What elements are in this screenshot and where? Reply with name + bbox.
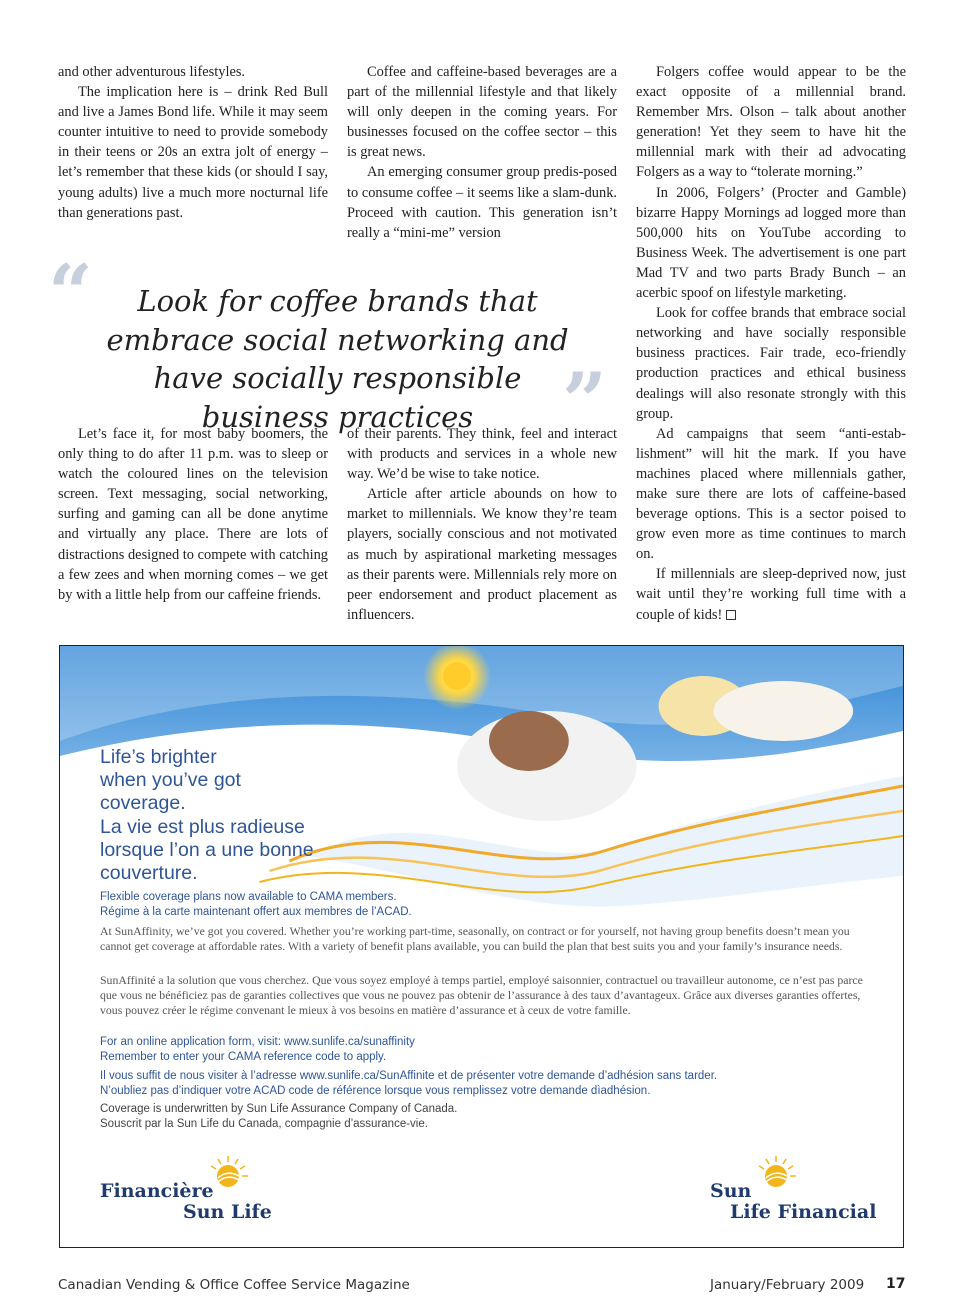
footer-issue-date: January/February 2009 bbox=[710, 1277, 865, 1293]
paragraph: of their parents. They think, feel and interact with products and services in a whole new way. We’d be wise to take notice. bbox=[347, 426, 617, 483]
paragraph: In 2006, Folgers’ (Procter and Gamble) bizarre Happy Mornings ad logged more than 500,000 hits on YouTube according to Business Week. The advertisement is one part Mad TV and two parts Brady Bunch – an acerbic spoof on lifestyle marketing. bbox=[636, 184, 906, 302]
paragraph: The implication here is – drink Red Bull and live a James Bond life. While it may seem counter intuitive to need to provide somebody in their teens or 20s an extra jolt of energy – let’s remember that these kids (or should I say, young adults) live a much more nocturnal life than generations past. bbox=[58, 84, 328, 221]
ad-body-french: SunAffinité a la solution que vous cherchez. Que vous soyez employé à temps partiel, employé saisonnier, contractuel ou travailleur autonome, ce n’est pas parce que vous ne bénéficiez pas de garanties collectives que vous ne pouvez pas obtenir de l’assurance à des taux d’avantageux. Grâce aux diverses garanties offertes, vous pouvez créer le régime convenant le mieux à vos besoins en matière d’assurance et à ceux de votre famille. bbox=[100, 973, 863, 1017]
paragraph: An emerging consumer group predis-posed to consume coffee – it seems like a slam-dunk. Proceed with caution. This generation isn’t really a “mini-me” version bbox=[347, 164, 617, 241]
page-number: 17 bbox=[886, 1276, 906, 1292]
footer-magazine-title: Canadian Vending & Office Coffee Service Magazine bbox=[58, 1277, 410, 1293]
paragraph: Article after article abounds on how to market to millennials. We know they’re team players, socially conscious and not motivated as much by aspirational marketing messages as their parents were. Millennials rely more on peer endorsement and product placement as influencers. bbox=[347, 486, 617, 623]
open-quote-icon: “ bbox=[48, 248, 93, 339]
logo-line: Life Financial bbox=[730, 1201, 877, 1223]
apply-line: For an online application form, visit: www.sunlife.ca/sunaffinity bbox=[100, 1036, 415, 1048]
paragraph-text: If millennials are sleep-deprived now, just wait until they’re working full time with a couple of kids! bbox=[636, 566, 906, 623]
apply-line: Remember to enter your CAMA reference code to apply. bbox=[100, 1051, 387, 1063]
article-column-2-top bbox=[347, 62, 617, 243]
paragraph: and other adventurous lifestyles. bbox=[58, 64, 246, 80]
pull-quote: Look for coffee brands that embrace social networking and have socially responsible business practices bbox=[106, 284, 569, 434]
logo-line: Financière bbox=[100, 1180, 214, 1202]
headline-line: couverture. bbox=[100, 862, 198, 884]
ad-headline-english bbox=[100, 746, 241, 815]
logo-line: Sun Life bbox=[183, 1201, 272, 1223]
underwriting-line: Coverage is underwritten by Sun Life Assurance Company of Canada. bbox=[100, 1103, 458, 1115]
paragraph: Folgers coffee would appear to be the exact opposite of a millennial brand. Remember Mrs. Olson – talk about another generation! Yet they seem to have hit the millennial mark with their ad advocating Folgers as a way to “tolerate morning.” bbox=[636, 64, 906, 181]
apply-line: N’oubliez pas d’indiquer votre ACAD code de référence lorsque vous remplissez votre demande dìadhésion. bbox=[100, 1085, 651, 1097]
paragraph: Coffee and caffeine-based beverages are a part of the millennial lifestyle and that likely will only deepen in the coming years. For businesses focused on the coffee sector – this is great news. bbox=[347, 64, 617, 161]
article-column-3 bbox=[636, 62, 906, 625]
ad-headline-french bbox=[100, 816, 314, 885]
sun-life-advertisement bbox=[59, 645, 904, 1248]
close-quote-icon: ” bbox=[562, 356, 607, 447]
article-column-1-top bbox=[58, 62, 328, 223]
headline-line: Life’s brighter bbox=[100, 746, 217, 768]
sun-logo-icon bbox=[206, 1154, 250, 1198]
ad-apply-french bbox=[100, 1069, 717, 1099]
sun-logo-icon bbox=[754, 1154, 798, 1198]
paragraph: Let’s face it, for most baby boomers, the only thing to do after 11 p.m. was to sleep or watch the coloured lines on the television screen. Text messaging, social networking, surfing and gaming can all be done anytime and virtually any place. There are lots of distractions designed to compete with catching a few zees and when morning comes – we get by with a little help from our caffeine friends. bbox=[58, 426, 328, 603]
tagline-line: Régime à la carte maintenant offert aux membres de l’ACAD. bbox=[100, 906, 412, 918]
end-mark-icon bbox=[726, 610, 736, 620]
headline-line: lorsque l’on a une bonne bbox=[100, 839, 314, 861]
headline-line: coverage. bbox=[100, 792, 186, 814]
headline-line: La vie est plus radieuse bbox=[100, 816, 305, 838]
article-column-2-bottom bbox=[347, 424, 617, 625]
logo-line: Sun bbox=[710, 1180, 752, 1202]
paragraph: Look for coffee brands that embrace social networking and have socially responsible business practices. Fair trade, eco-friendly production practices and ethical business dealings will also resonate strongly with this group. bbox=[636, 305, 906, 422]
paragraph: Ad campaigns that seem “anti-estab-lishment” will hit the mark. If you have machines placed where millennials gather, make sure there are lots of caffeine-based beverage options. This is a sector poised to grow even more as time continues to march on. bbox=[636, 425, 906, 563]
ad-underwriting-note bbox=[100, 1102, 457, 1132]
ad-apply-english bbox=[100, 1035, 415, 1065]
paragraph-end bbox=[636, 564, 906, 624]
article-column-1-bottom bbox=[58, 424, 328, 605]
headline-line: when you’ve got bbox=[100, 769, 241, 791]
apply-line: Il vous suffit de nous visiter à l’adresse www.sunlife.ca/SunAffinite et de présenter votre demande d’adhésion sans tarder. bbox=[100, 1070, 718, 1082]
underwriting-line: Souscrit par la Sun Life du Canada, compagnie d’assurance-vie. bbox=[100, 1118, 428, 1130]
ad-tagline bbox=[100, 890, 412, 920]
tagline-line: Flexible coverage plans now available to CAMA members. bbox=[100, 891, 397, 903]
ad-body-english: At SunAffinity, we’ve got you covered. Whether you’re working part-time, seasonally, on contract or for yourself, not having group benefits doesn’t mean you cannot get coverage at affordable rates. With a variety of benefit plans available, you can build the plan that best suits you and your family’s insurance needs. bbox=[100, 924, 850, 953]
